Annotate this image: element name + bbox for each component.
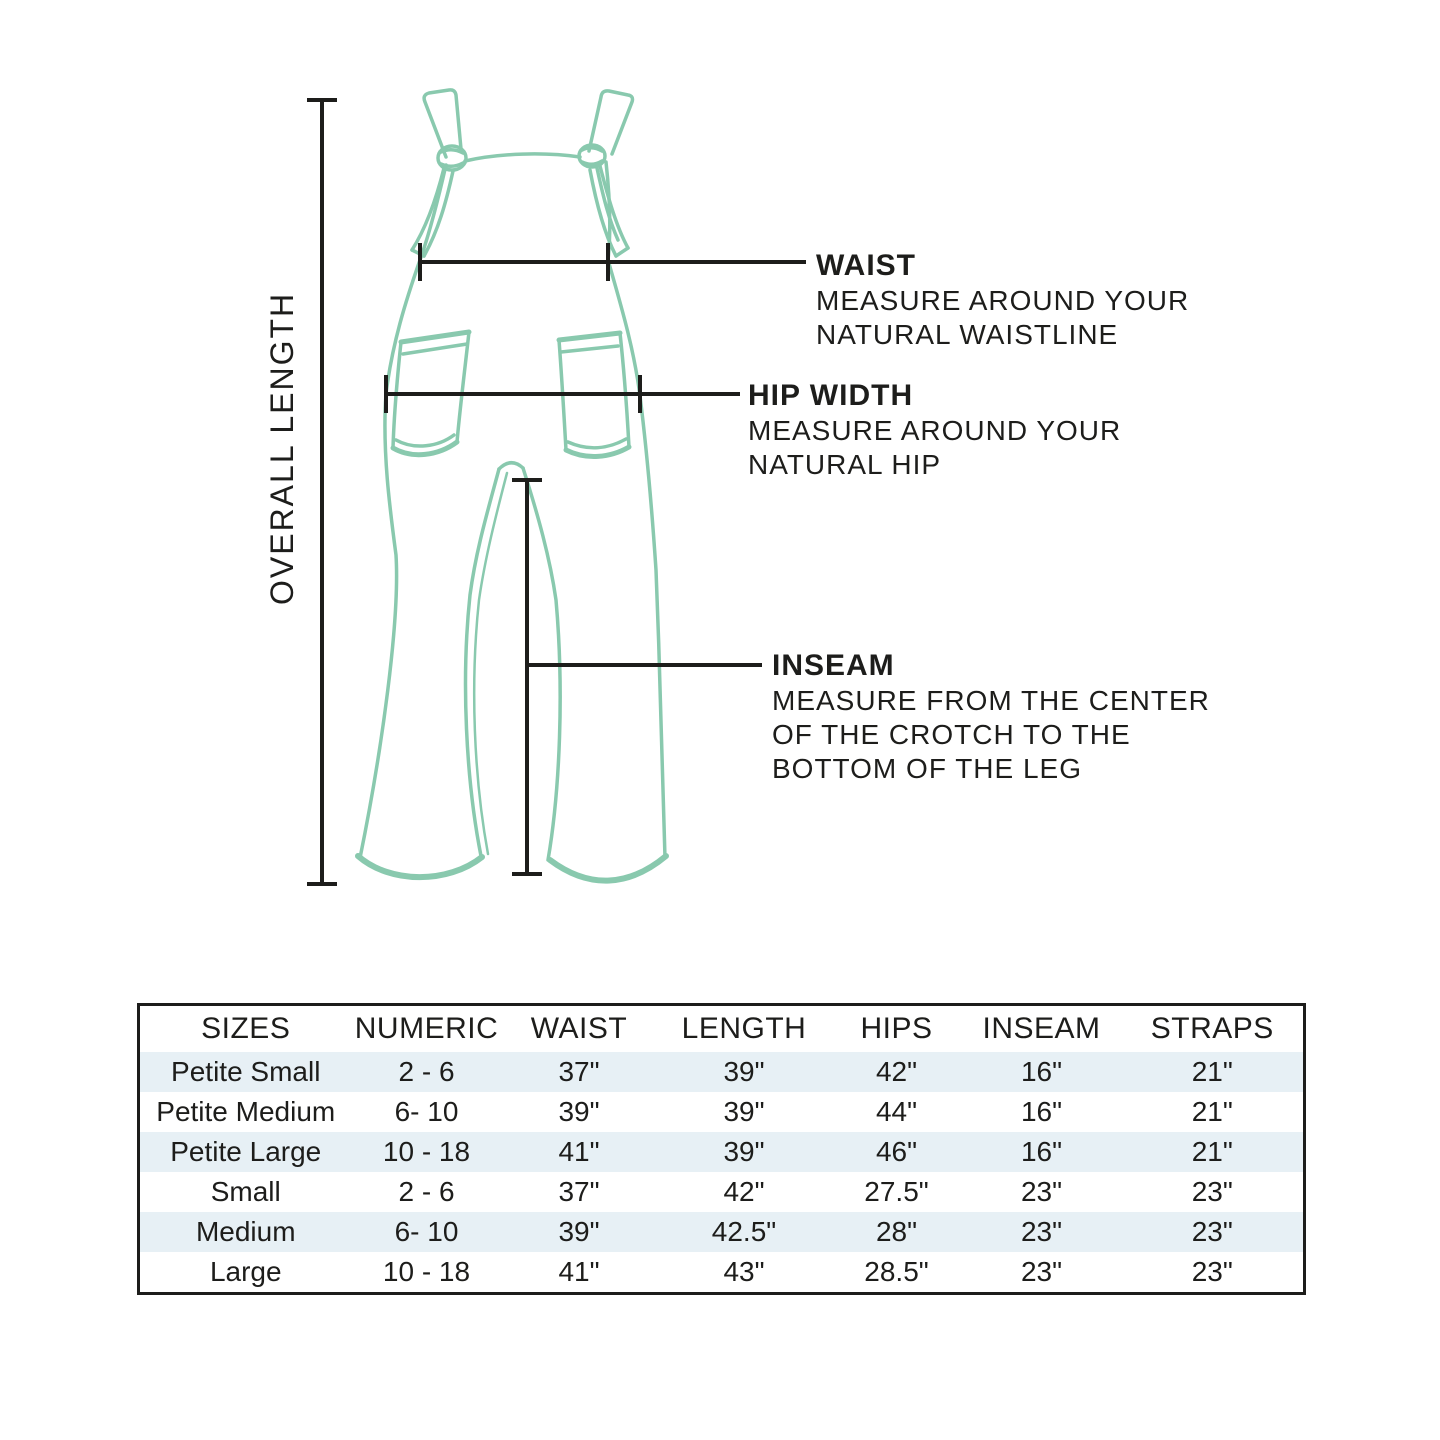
inseam-desc-line: OF THE CROTCH TO THE: [772, 719, 1131, 750]
table-row: [139, 1172, 1305, 1212]
table-cell: 16": [1020, 1136, 1063, 1167]
overall-length-line: [307, 100, 337, 884]
waist-title: WAIST: [816, 249, 916, 282]
table-cell: Petite Large: [170, 1136, 322, 1167]
waist-annotation: [816, 248, 1189, 352]
hip-annotation: [748, 378, 1121, 482]
table-cell: 42": [723, 1176, 765, 1207]
table-cell: 39": [558, 1216, 600, 1247]
table-row: [139, 1252, 1305, 1294]
table-cell: Petite Medium: [156, 1096, 336, 1127]
inseam-desc-line: BOTTOM OF THE LEG: [772, 753, 1083, 784]
hip-desc-line: NATURAL HIP: [748, 449, 942, 480]
inseam-desc-line: MEASURE FROM THE CENTER: [772, 685, 1210, 716]
hip-title: HIP WIDTH: [748, 379, 914, 412]
table-cell: 43": [723, 1256, 765, 1287]
left-leg-seam: [474, 473, 507, 854]
table-cell: 16": [1020, 1056, 1063, 1087]
table-cell: 39": [723, 1056, 765, 1087]
inseam-line: [512, 480, 762, 874]
table-cell: Large: [209, 1256, 282, 1287]
table-cell: 39": [723, 1096, 765, 1127]
header-length: LENGTH: [681, 1012, 807, 1045]
table-cell: 39": [558, 1096, 600, 1127]
right-hem: [550, 856, 666, 881]
header-inseam: INSEAM: [982, 1012, 1101, 1045]
table-cell: 21": [1191, 1136, 1233, 1167]
waist-desc-line: NATURAL WAISTLINE: [816, 319, 1119, 350]
table-cell: 21": [1191, 1096, 1233, 1127]
table-cell: 44": [875, 1096, 918, 1127]
table-header-row: [139, 1005, 1305, 1053]
left-knot: [438, 146, 466, 170]
table-cell: Small: [210, 1176, 281, 1207]
table-cell: 39": [723, 1136, 765, 1167]
table-cell: 2 - 6: [398, 1056, 455, 1087]
table-row: [139, 1092, 1305, 1132]
right-knot: [579, 145, 605, 167]
left-leg-outer: [360, 394, 397, 858]
table-cell: 27.5": [864, 1176, 929, 1207]
table-cell: 2 - 6: [398, 1176, 455, 1207]
table-cell: 28": [875, 1216, 918, 1247]
table-row: [139, 1052, 1305, 1092]
bib-top-edge: [465, 154, 580, 161]
hip-desc-line: MEASURE AROUND YOUR: [748, 415, 1122, 446]
table-cell: 41": [558, 1256, 600, 1287]
table-cell: 23": [1191, 1216, 1233, 1247]
table-cell: 28.5": [864, 1256, 929, 1287]
header-sizes: SIZES: [201, 1012, 291, 1045]
table-cell: 16": [1020, 1096, 1063, 1127]
table-cell: 23": [1020, 1216, 1063, 1247]
table-cell: 23": [1020, 1256, 1063, 1287]
header-hips: HIPS: [860, 1012, 933, 1045]
table-cell: 10 - 18: [382, 1256, 471, 1287]
table-cell: 46": [875, 1136, 918, 1167]
table-cell: 23": [1191, 1256, 1233, 1287]
table-cell: Medium: [195, 1216, 296, 1247]
table-cell: 23": [1020, 1176, 1063, 1207]
table-cell: 42.5": [711, 1216, 777, 1247]
right-leg-outer: [640, 396, 665, 858]
size-table: [137, 1003, 1306, 1295]
table-row: [139, 1212, 1305, 1252]
table-cell: 23": [1191, 1176, 1233, 1207]
table-cell: 37": [558, 1056, 600, 1087]
inseam-annotation: [772, 648, 1210, 786]
crotch-curve: [499, 463, 523, 469]
left-hem: [358, 856, 482, 877]
table-cell: 6- 10: [394, 1096, 459, 1127]
table-cell: 41": [558, 1136, 600, 1167]
header-waist: WAIST: [530, 1012, 628, 1045]
left-tie: [412, 168, 453, 256]
table-cell: 10 - 18: [382, 1136, 471, 1167]
table-cell: 6- 10: [394, 1216, 459, 1247]
waist-desc-line: MEASURE AROUND YOUR: [816, 285, 1190, 316]
table-cell: 37": [558, 1176, 600, 1207]
header-straps: STRAPS: [1150, 1012, 1274, 1045]
table-cell: 42": [875, 1056, 918, 1087]
table-cell: 21": [1191, 1056, 1233, 1087]
overall-length-label: OVERALL LENGTH: [264, 291, 300, 605]
garment-drawing: [358, 90, 666, 881]
table-row: [139, 1132, 1305, 1172]
inseam-title: INSEAM: [772, 649, 895, 682]
table-cell: Petite Small: [171, 1056, 321, 1087]
bodice-left-edge: [386, 165, 446, 394]
header-numeric: NUMERIC: [354, 1012, 499, 1045]
